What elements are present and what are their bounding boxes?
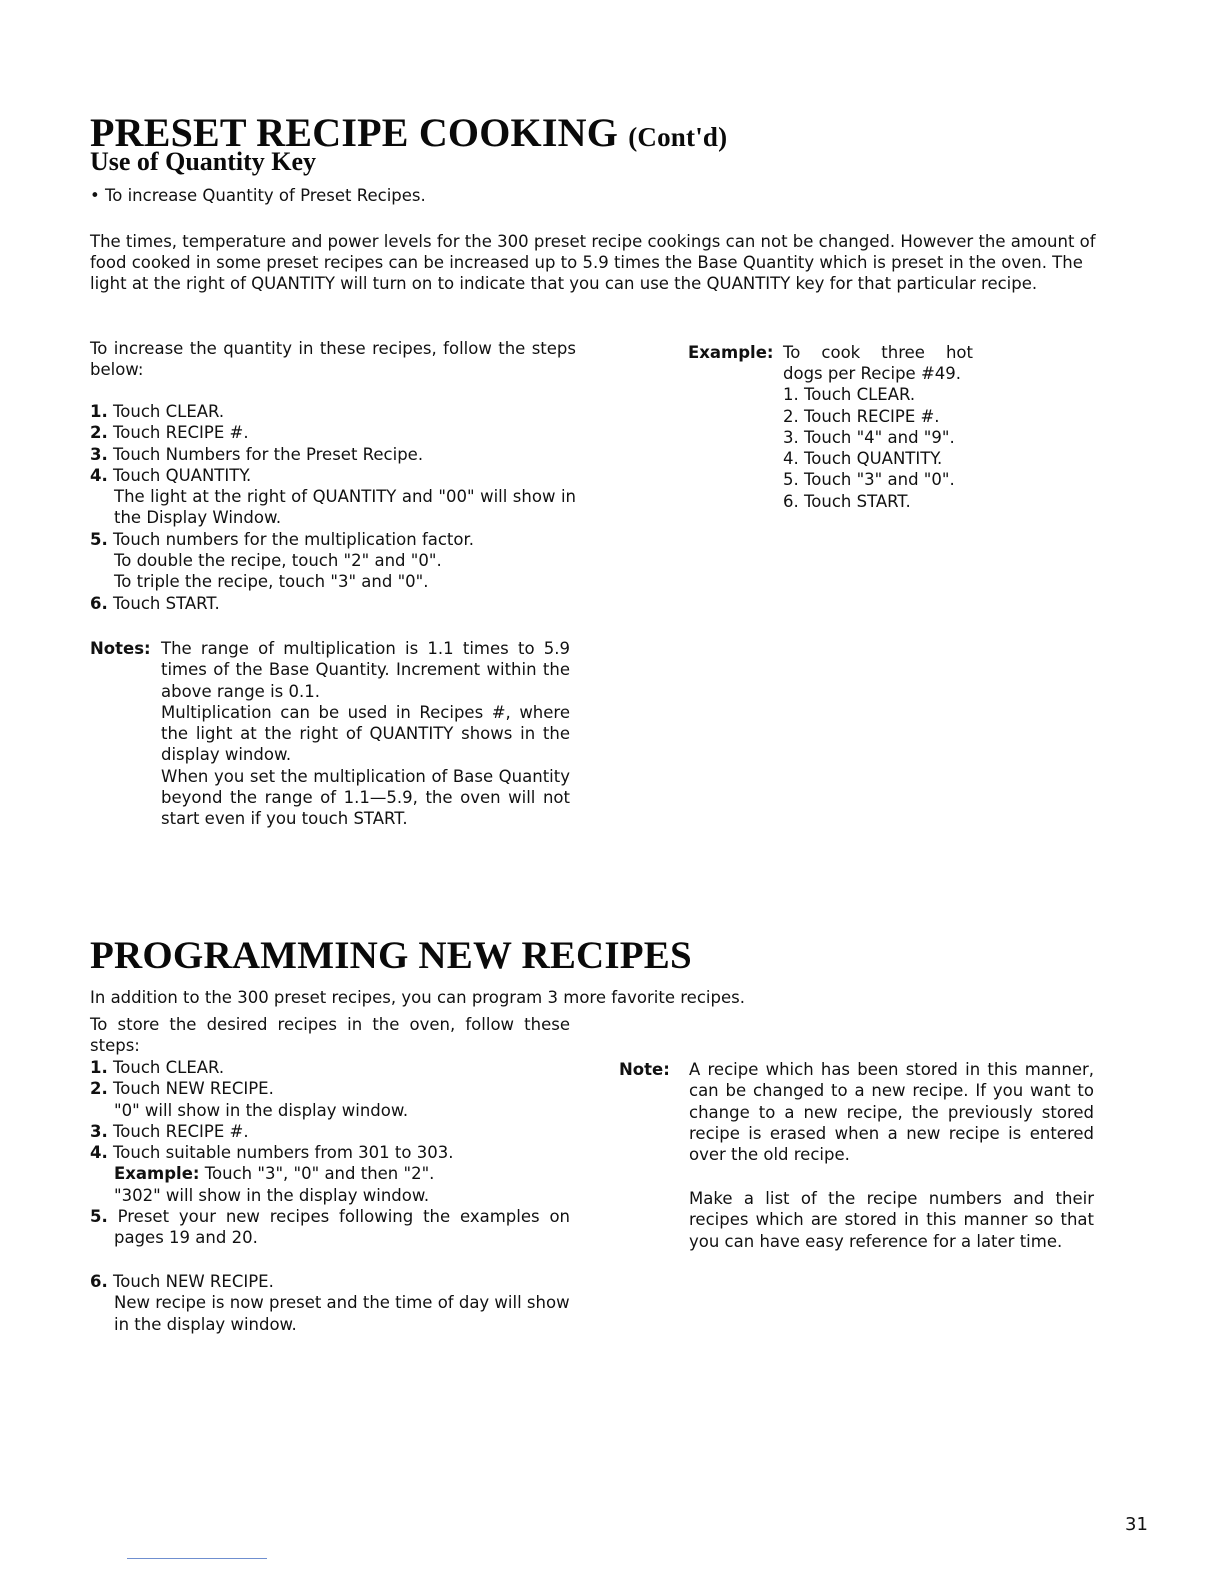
step-item: 5. Touch numbers for the multiplication factor. To double the recipe, touch "2" and "0". To triple the recipe, touch "3" and "0". [90,529,576,593]
section-title-programming-new-recipes: PROGRAMMING NEW RECIPES [90,934,692,977]
step-item: 4. Touch suitable numbers from 301 to 303. Example: Touch "3", "0" and then "2". "302" will show in the display window. [90,1142,570,1206]
step-item: 6. Touch NEW RECIPE. New recipe is now preset and the time of day will show in the display window. [90,1271,572,1335]
note-body-2: Make a list of the recipe numbers and their recipes which are stored in this manner so that you can have easy reference for a later time. [689,1189,1094,1251]
section-title-text: PRESET RECIPE COOKING [90,110,619,155]
note-body: A recipe which has been stored in this manner, can be changed to a new recipe. If you want to change to a new recipe, the previously stored recipe is erased when a new recipe is entered over the old recipe. [689,1060,1094,1165]
intro-line: food cooked in some preset recipes can be increased up to 5.9 times the Base Quantity which is preset in the oven. The [90,253,1083,272]
note-label: Note: [619,1060,670,1079]
step-detail: To double the recipe, touch "2" and "0". [114,551,442,571]
step-detail: New recipe is now preset and the time of day will show in the display window. [114,1293,570,1334]
intro-line: The times, temperature and power levels for the 300 preset recipe cookings can not be changed. However the amount of [90,232,1096,251]
steps-intro: To increase the quantity in these recipes, follow the steps below: [90,339,576,380]
example-line: 1. Touch CLEAR. [783,385,916,405]
step-item: 2. Touch NEW RECIPE. "0" will show in the display window. [90,1078,570,1121]
example-line: 3. Touch "4" and "9". [783,427,955,447]
section2-steps-intro: To store the desired recipes in the oven, follow these steps: [90,1015,570,1056]
step-item: 3. Touch Numbers for the Preset Recipe. [90,444,424,464]
example-label: Example: [114,1164,200,1184]
bullet-increase-quantity: • To increase Quantity of Preset Recipes. [90,186,426,205]
intro-paragraph [90,231,1096,294]
example-steps [783,363,961,512]
step-detail: "302" will show in the display window. [114,1185,430,1205]
example-first-line: To cook three hot [783,343,973,362]
step-detail: To triple the recipe, touch "3" and "0". [114,572,429,592]
intro-line: light at the right of QUANTITY will turn on to indicate that you can use the QUANTITY key for that particular recipe. [90,274,1038,293]
footer-rule [127,1558,267,1559]
note-paragraph: The range of multiplication is 1.1 times to 5.9 times of the Base Quantity. Increment within the above range is 0.1. [161,639,570,701]
step-detail: The light at the right of QUANTITY and "00" will show in the Display Window. [114,487,576,528]
notes-body [161,638,570,830]
step-item: 1. Touch CLEAR. [90,402,225,421]
notes-label: Notes: [90,639,151,658]
note-paragraph: When you set the multiplication of Base Quantity beyond the range of 1.1—5.9, the oven will not start even if you touch START. [161,766,570,829]
page-number: 31 [1125,1514,1148,1535]
example-line: 6. Touch START. [783,491,911,511]
subtitle-use-of-quantity-key: Use of Quantity Key [90,147,317,176]
step-item: 3. Touch RECIPE #. [90,1121,249,1141]
step-example: Example: Touch "3", "0" and then "2". [114,1164,435,1184]
step-item: 1. Touch CLEAR. [90,1058,225,1077]
section2-intro: In addition to the 300 preset recipes, you can program 3 more favorite recipes. [90,988,745,1007]
quantity-steps-list [90,401,576,614]
section-title-suffix: (Cont'd) [628,122,728,152]
step-item: 4. Touch QUANTITY. The light at the right of QUANTITY and "00" will show in the Display Window. [90,465,576,528]
step-item: 2. Touch RECIPE #. [90,423,249,443]
step-item: 5. Preset your new recipes following the examples on pages 19 and 20. [90,1207,570,1248]
new-recipe-steps-list [90,1057,570,1249]
example-line: 5. Touch "3" and "0". [783,470,955,490]
step-item: 6. Touch START. [90,593,220,613]
step-detail: "0" will show in the display window. [114,1100,409,1120]
example-line: 4. Touch QUANTITY. [783,449,943,469]
example-label: Example: [688,343,774,362]
example-line: 2. Touch RECIPE #. [783,406,940,426]
example-line: dogs per Recipe #49. [783,364,962,383]
note-paragraph: Multiplication can be used in Recipes #, where the light at the right of QUANTITY shows in the display window. [161,702,570,765]
step-6-block [90,1271,572,1335]
